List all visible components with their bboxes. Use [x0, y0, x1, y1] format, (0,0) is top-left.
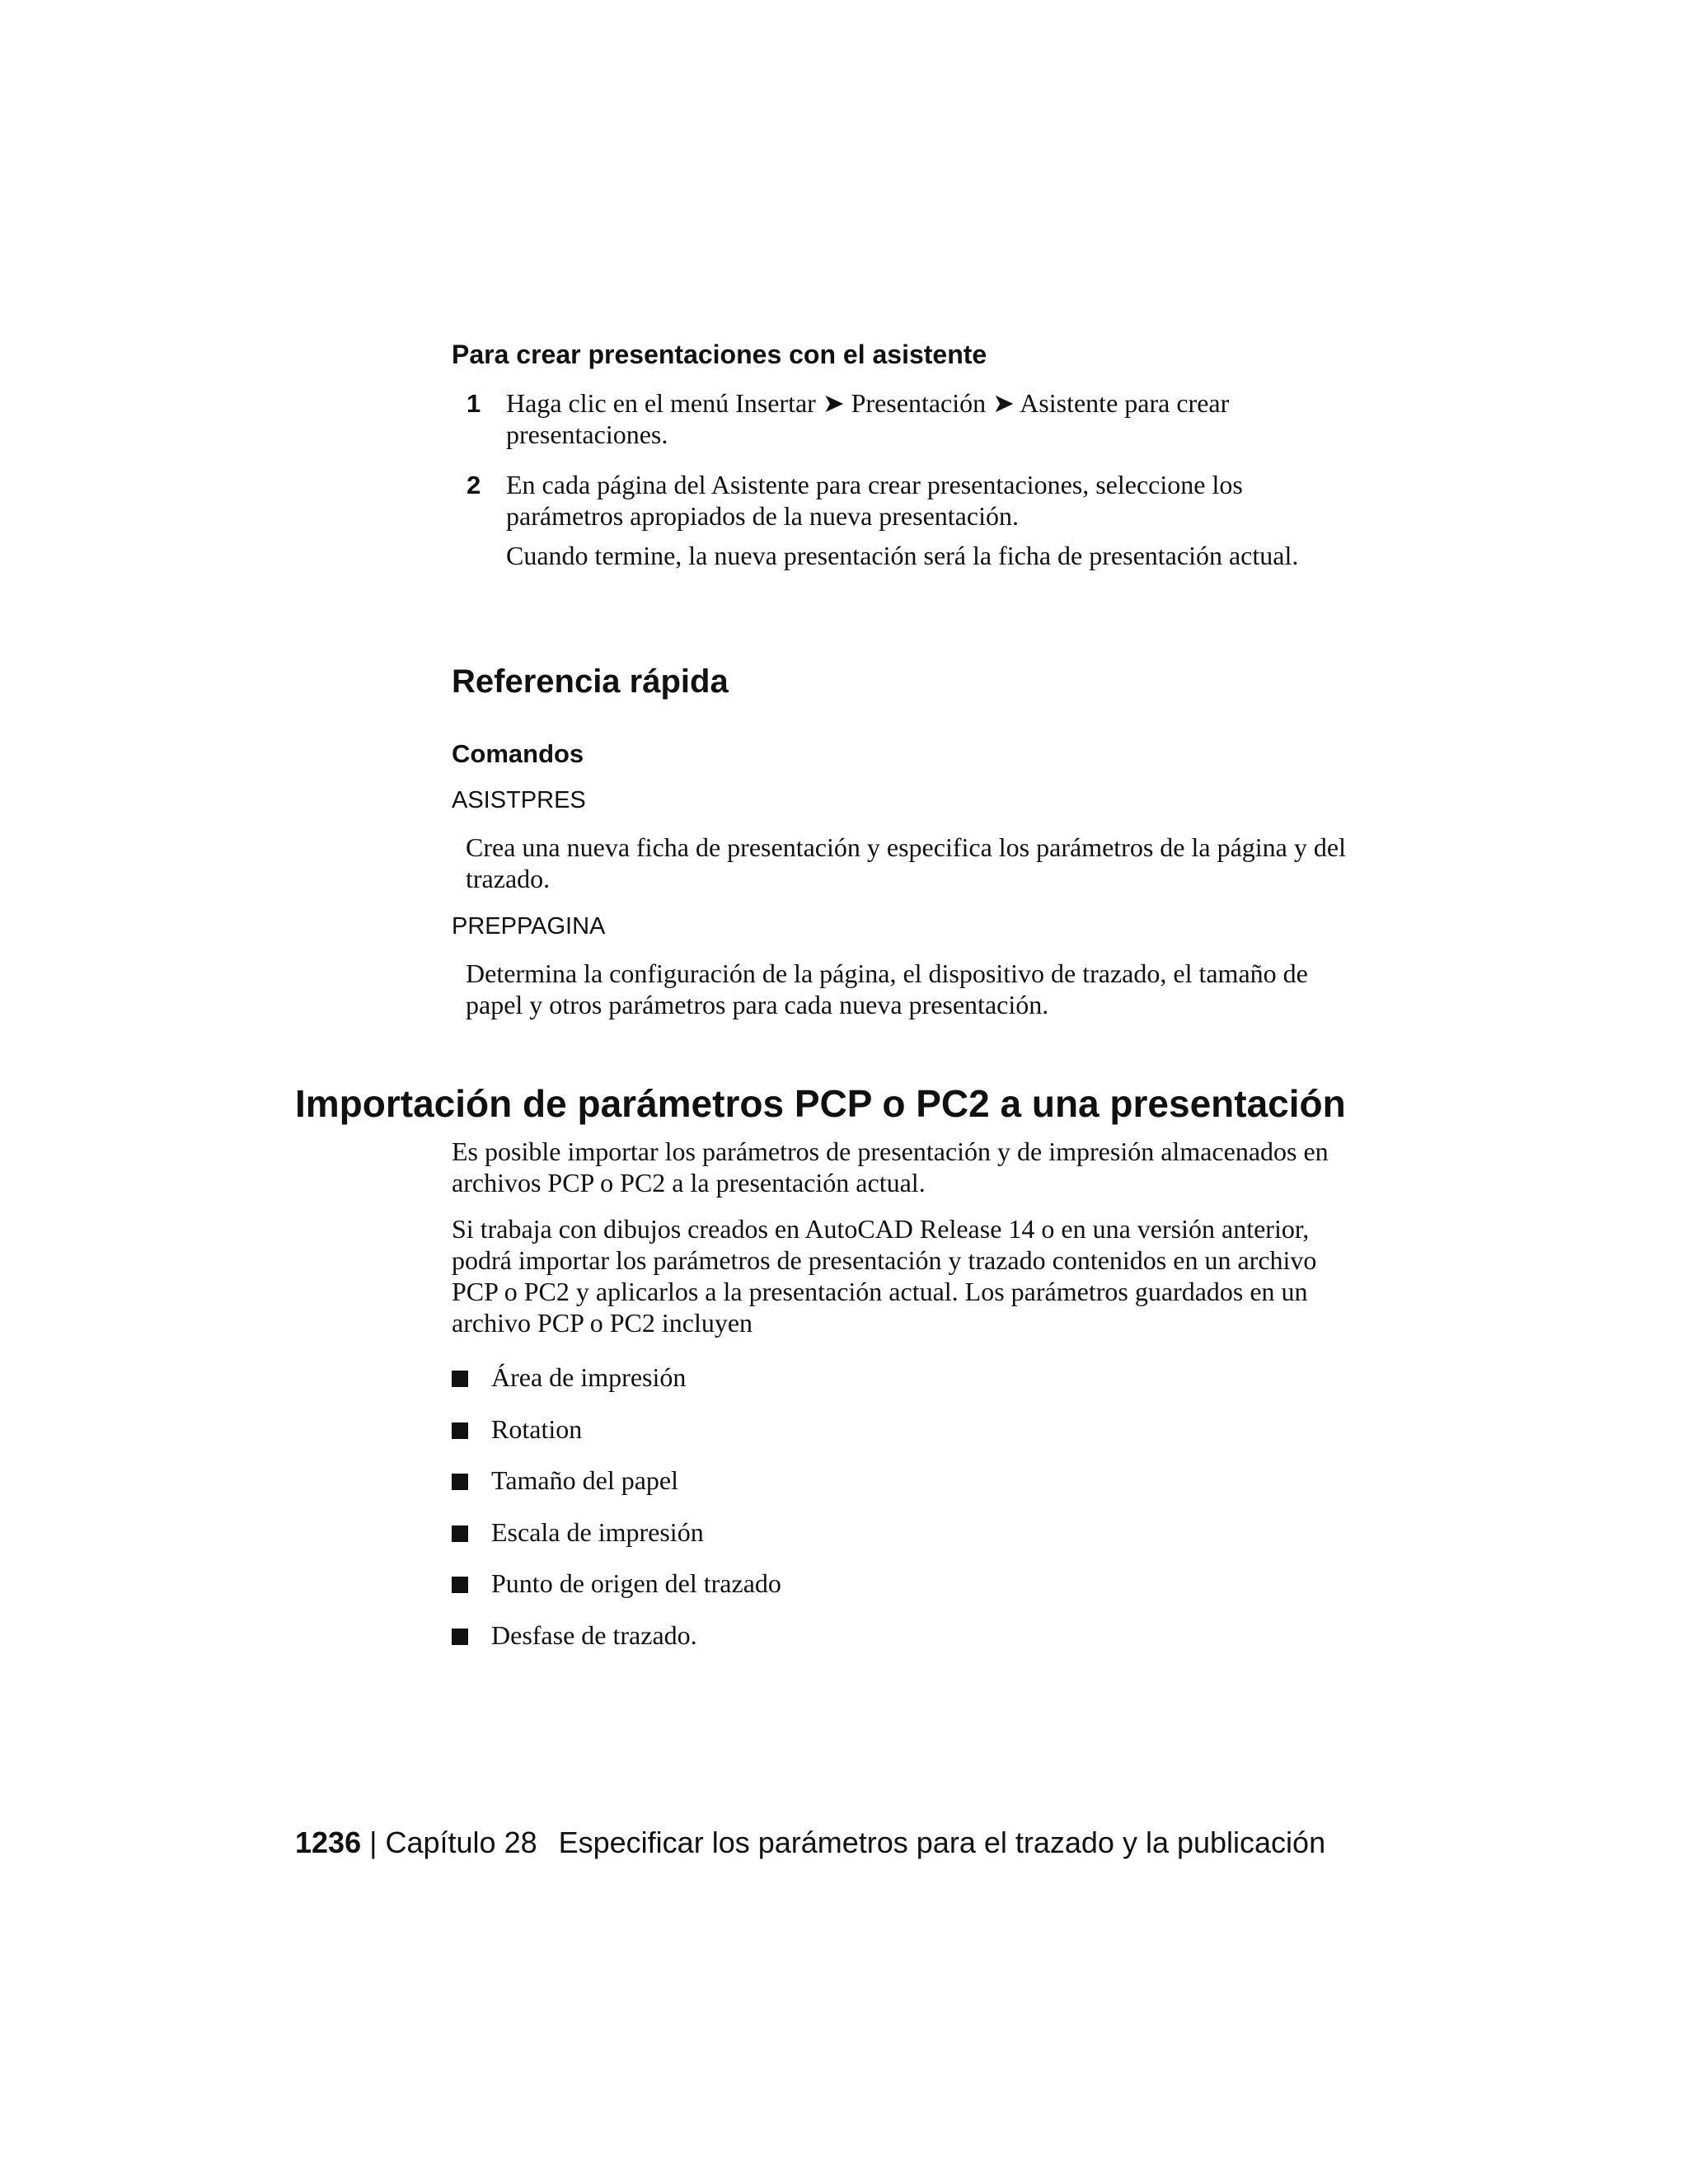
list-item-text: Tamaño del papel	[491, 1465, 678, 1496]
section-paragraph: Si trabaja con dibujos creados en AutoCAD Release 14 o en una versión anterior, podrá importar los parámetros de presentación y trazado contenidos en un archivo PCP o PC2 y aplicarlos a la presentación actual. Los parámetros guardados en un archivo PCP o PC2 incluyen	[452, 1214, 1317, 1338]
procedure-title: Para crear presentaciones con el asistente	[452, 340, 987, 369]
list-item	[452, 1568, 781, 1619]
commands-label: Comandos	[452, 739, 584, 768]
section-title: Importación de parámetros PCP o PC2 a una presentación	[295, 1082, 1346, 1125]
quick-reference-title: Referencia rápida	[452, 663, 729, 700]
section-paragraph: Es posible importar los parámetros de presentación y de impresión almacenados en archivos PCP o PC2 a la presentación actual.	[452, 1137, 1329, 1197]
chapter-title: Especificar los parámetros para el trazado y la publicación	[558, 1825, 1326, 1859]
list-item	[452, 1413, 781, 1465]
command-description: Determina la configuración de la página, el dispositivo de trazado, el tamaño de papel y otros parámetros para cada nueva presentación.	[466, 958, 1308, 1019]
page-number: 1236	[295, 1825, 362, 1859]
command-name: PREPPAGINA	[452, 913, 606, 940]
square-bullet-icon	[452, 1629, 468, 1645]
step-text: Haga clic en el menú Insertar ➤ Presentación ➤ Asistente para crear presentaciones.	[506, 388, 1230, 449]
square-bullet-icon	[452, 1526, 468, 1542]
chapter-label: Capítulo 28	[385, 1825, 537, 1859]
list-item-text: Rotation	[491, 1413, 583, 1444]
step-number: 1	[467, 389, 481, 418]
step-text: En cada página del Asistente para crear presentaciones, seleccione los parámetros apropiados de la nueva presentación.	[506, 470, 1243, 531]
square-bullet-icon	[452, 1474, 468, 1490]
step-note: Cuando termine, la nueva presentación será la ficha de presentación actual.	[506, 541, 1299, 570]
step-number: 2	[467, 471, 481, 499]
list-item	[452, 1361, 781, 1413]
list-item-text: Área de impresión	[491, 1362, 687, 1392]
page-footer	[295, 1825, 1325, 1860]
square-bullet-icon	[452, 1371, 468, 1387]
list-item-text: Punto de origen del trazado	[491, 1568, 781, 1599]
list-item-text: Desfase de trazado.	[491, 1619, 697, 1650]
footer-separator: |	[369, 1825, 377, 1859]
bullet-list	[452, 1361, 781, 1671]
list-item	[452, 1516, 781, 1568]
square-bullet-icon	[452, 1422, 468, 1439]
list-item	[452, 1619, 781, 1671]
square-bullet-icon	[452, 1577, 468, 1593]
command-name: ASISTPRES	[452, 787, 586, 813]
list-item-text: Escala de impresión	[491, 1516, 704, 1547]
command-description: Crea una nueva ficha de presentación y especifica los parámetros de la página y del trazado.	[466, 832, 1346, 893]
list-item	[452, 1465, 781, 1516]
